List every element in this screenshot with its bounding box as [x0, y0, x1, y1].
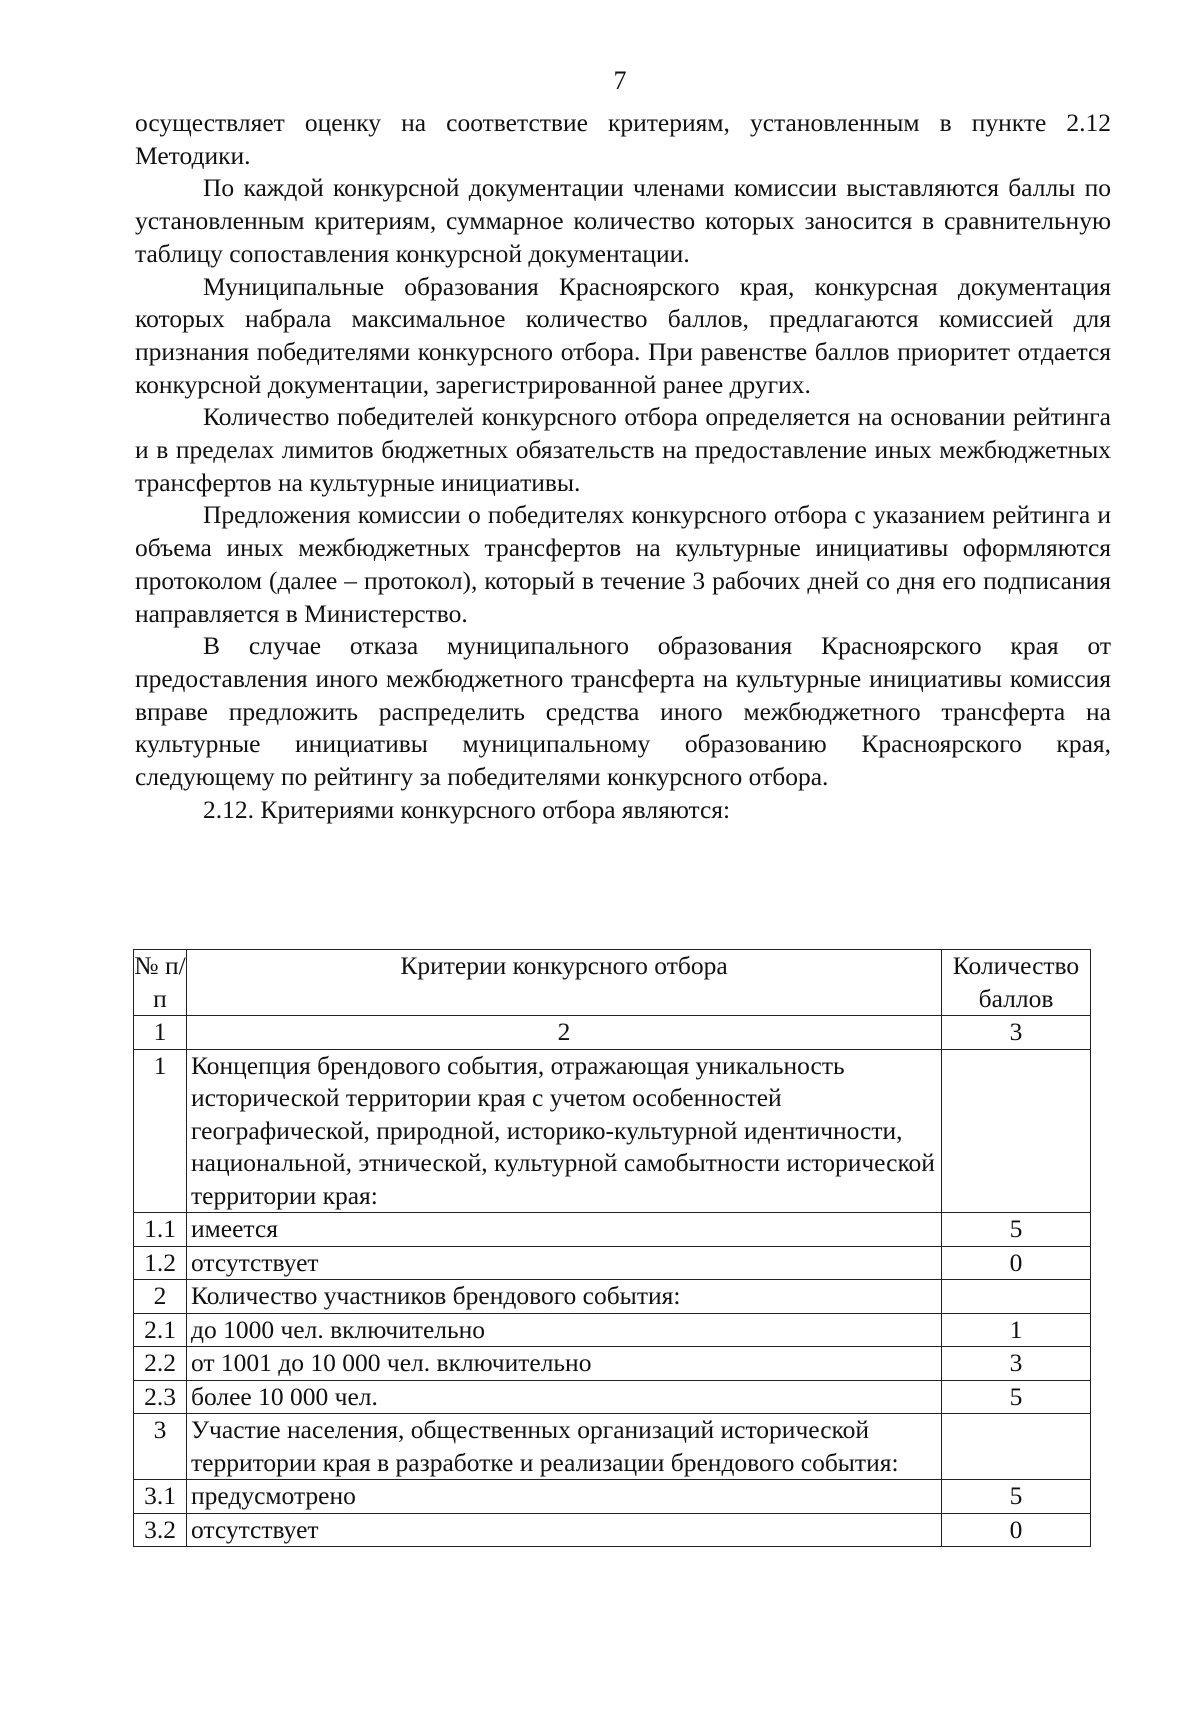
paragraph-winners-count: Количество победителей конкурсного отбора определяется на основании рейтинга и в пределах лимитов бюджетных обязательств на предоставление иных межбюджетных трансфертов на культурные инициативы. — [135, 402, 1111, 497]
index-num: 1 — [134, 1016, 187, 1050]
row-num: 1.2 — [134, 1246, 187, 1280]
row-points: 5 — [942, 1480, 1091, 1514]
table-row — [134, 1480, 1091, 1514]
index-points: 3 — [942, 1016, 1091, 1050]
row-num: 2.3 — [134, 1380, 187, 1414]
paragraph-continuation: осуществляет оценку на соответствие критериям, установленным в пункте 2.12 Методики. — [135, 108, 1111, 170]
body-text — [135, 107, 1111, 826]
table-index-row — [134, 1016, 1091, 1050]
table-row — [134, 1414, 1091, 1480]
table-row — [134, 1380, 1091, 1414]
row-criteria: отсутствует — [187, 1513, 942, 1547]
header-num: № п/п — [134, 950, 187, 1016]
row-points: 5 — [942, 1213, 1091, 1247]
row-points: 0 — [942, 1246, 1091, 1280]
row-num: 2 — [134, 1280, 187, 1314]
header-points: Количество баллов — [942, 950, 1091, 1016]
criteria-table — [133, 949, 1091, 1547]
row-points: 5 — [942, 1380, 1091, 1414]
row-points: 1 — [942, 1313, 1091, 1347]
page-number: 7 — [613, 66, 627, 95]
row-num: 2.2 — [134, 1347, 187, 1381]
row-points — [942, 1049, 1091, 1213]
table-row — [134, 1246, 1091, 1280]
row-criteria: Количество участников брендового события: — [187, 1280, 942, 1314]
row-num: 3 — [134, 1414, 187, 1480]
row-criteria: до 1000 чел. включительно — [187, 1313, 942, 1347]
row-num: 1.1 — [134, 1213, 187, 1247]
row-points — [942, 1414, 1091, 1480]
row-criteria: Концепция брендового события, отражающая уникальность исторической территории края с учетом особенностей географической, природной, историко-культурной идентичности, национальной, этнической, культурной самобытности исторической территории края: — [187, 1049, 942, 1213]
row-criteria: имеется — [187, 1213, 942, 1247]
table-row — [134, 1280, 1091, 1314]
row-num: 1 — [134, 1049, 187, 1213]
paragraph-protocol: Предложения комиссии о победителях конкурсного отбора с указанием рейтинга и объема иных межбюджетных трансфертов на культурные инициативы оформляются протоколом (далее – протокол), который в течение 3 рабочих дней со дня его подписания направляется в Министерство. — [135, 500, 1111, 628]
paragraph-scoring: По каждой конкурсной документации членами комиссии выставляются баллы по установленным критериям, суммарное количество которых заносится в сравнительную таблицу сопоставления конкурсной документации. — [135, 173, 1111, 268]
row-points: 3 — [942, 1347, 1091, 1381]
row-criteria: от 1001 до 10 000 чел. включительно — [187, 1347, 942, 1381]
table-row — [134, 1213, 1091, 1247]
row-points — [942, 1280, 1091, 1314]
header-criteria: Критерии конкурсного отбора — [187, 950, 942, 1016]
table-row — [134, 1513, 1091, 1547]
table-header-row — [134, 950, 1091, 1016]
row-criteria: более 10 000 чел. — [187, 1380, 942, 1414]
row-criteria: предусмотрено — [187, 1480, 942, 1514]
row-num: 3.1 — [134, 1480, 187, 1514]
paragraph-criteria-intro: 2.12. Критериями конкурсного отбора являются: — [203, 794, 731, 824]
table-row — [134, 1347, 1091, 1381]
row-criteria: Участие населения, общественных организаций исторической территории края в разработке и реализации брендового события: — [187, 1414, 942, 1480]
paragraph-winners-proposal: Муниципальные образования Красноярского края, конкурсная документация которых набрала максимальное количество баллов, предлагаются комиссией для признания победителями конкурсного отбора. При равенстве баллов приоритет отдается конкурсной документации, зарегистрированной ранее других. — [135, 271, 1111, 399]
paragraph-refusal: В случае отказа муниципального образования Красноярского края от предоставления иного межбюджетного трансферта на культурные инициативы комиссия вправе предложить распределить средства иного межбюджетного трансферта на культурные инициативы муниципальному образованию Красноярского края, следующему по рейтингу за победителями конкурсного отбора. — [135, 631, 1111, 792]
table-row — [134, 1049, 1091, 1213]
row-num: 2.1 — [134, 1313, 187, 1347]
row-num: 3.2 — [134, 1513, 187, 1547]
row-points: 0 — [942, 1513, 1091, 1547]
row-criteria: отсутствует — [187, 1246, 942, 1280]
table-row — [134, 1313, 1091, 1347]
index-criteria: 2 — [187, 1016, 942, 1050]
